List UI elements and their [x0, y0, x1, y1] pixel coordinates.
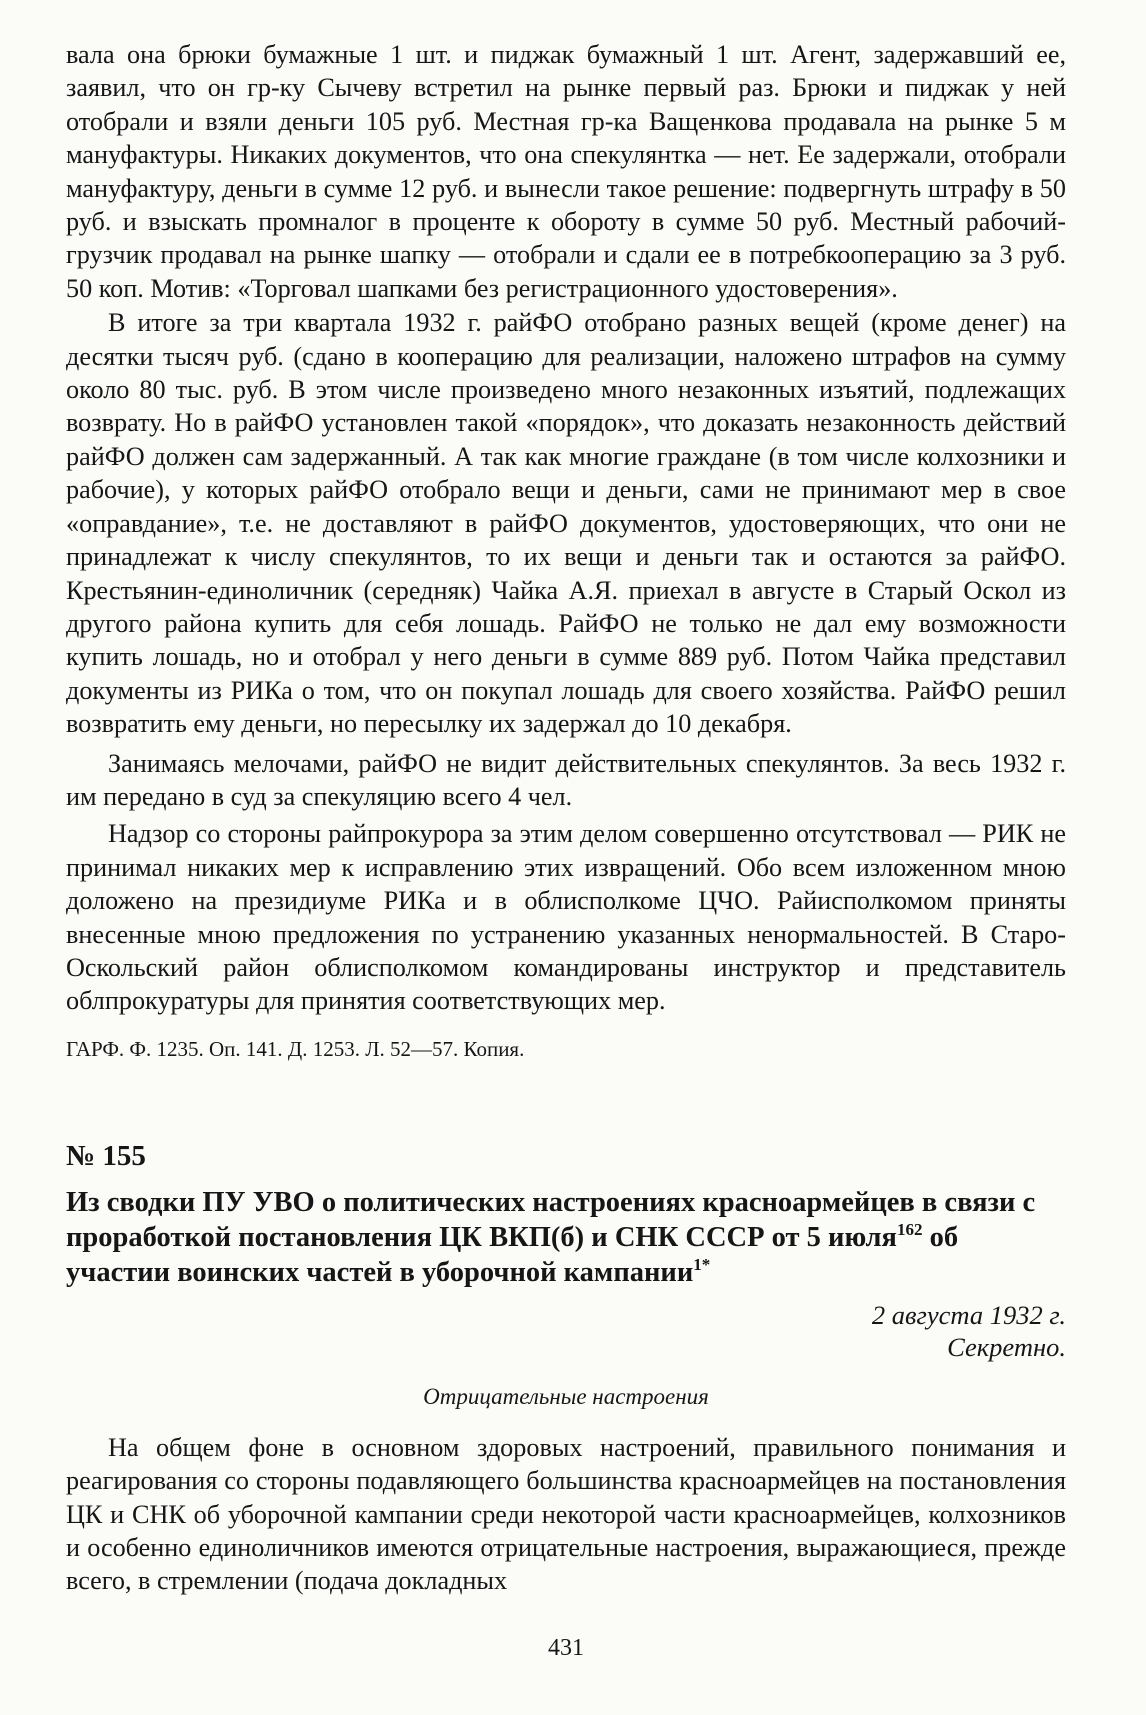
section-heading: Отрицательные настроения — [423, 1383, 709, 1409]
endnote-reference: 162 — [896, 1219, 923, 1239]
document-number: № 155 — [66, 1139, 146, 1172]
document-page — [66, 38, 1066, 1678]
body-paragraph-4: Надзор со стороны райпрокурора за этим делом совершенно отсутствовал — РИК не принимал никаких мер к исправлению этих извращений. Обо всем изложенном мною доложено на президиуме РИКа и в облисполкоме ЦЧО. Райисполкомом приняты внесенные мною предложения по устранению указанных ненормальностей. В Старо-Оскольский район облисполкомом командированы инструктор и представитель облпрокуратуры для принятия соответствующих мер. — [66, 819, 1066, 1016]
document-paragraph-1: На общем фоне в основном здоровых настроений, правильного понимания и реагирования со стороны подавляющего большинства красноармейцев на постановления ЦК и СНК об уборочной кампании среди некоторой части красноармейцев, колхозников и особенно единоличников имеются отрицательные настроения, выражающиеся, прежде всего, в стремлении (подача докладных — [66, 1432, 1066, 1596]
footnote-reference: 1* — [693, 1254, 711, 1274]
page-number: 431 — [548, 1635, 584, 1661]
document-title-part-2: об участии воинских частей в уборочной кампании — [66, 1221, 959, 1288]
body-paragraph-2: В итоге за три квартала 1932 г. райФО отобрано разных вещей (кроме денег) на десятки тысяч руб. (сдано в кооперацию для реализации, наложено штрафов на сумму около 80 тыс. руб. В этом числе произведено много незаконных изъятий, подлежащих возврату. Но в райФО установлен такой «порядок», что доказать незаконность действий райФО должен сам задержанный. А так как многие граждане (в том числе колхозники и рабочие), у которых райФО отобрало вещи и деньги, сами не принимают мер в свое «оправдание», т.е. не доставляют в райФО документов, удостоверяющих, что они не принадлежат к числу спекулянтов, то их вещи и деньги так и остаются за райФО. Крестьянин-единоличник (середняк) Чайка А.Я. приехал в августе в Старый Оскол из другого района купить для себя лошадь. РайФО не только не дал ему возможности купить лошадь, но и отобрал у него деньги в сумме 889 руб. Потом Чайка представил документы из РИКа о том, что он покупал лошадь для своего хозяйства. РайФО решил возвратить ему деньги, но пересылку их задержал до 10 декабря. — [66, 308, 1066, 739]
classification-mark: Секретно. — [947, 1331, 1066, 1362]
document-date: 2 августа 1932 г. — [871, 1299, 1066, 1330]
document-title-part-1: Из сводки ПУ УВО о политических настроениях красноармейцев в связи с проработкой постановления ЦК ВКП(б) и СНК СССР от 5 июля — [66, 1186, 1036, 1253]
document-title — [66, 1185, 1066, 1290]
archival-source-note: ГАРФ. Ф. 1235. Оп. 141. Д. 1253. Л. 52—57. Копия. — [66, 1036, 525, 1061]
body-paragraph-1: вала она брюки бумажные 1 шт. и пиджак бумажный 1 шт. Агент, задержавший ее, заявил, что он гр-ку Сычеву встретил на рынке первый раз. Брюки и пиджак у ней отобрали и взяли деньги 105 руб. Местная гр-ка Ващенкова продавала на рынке 5 м мануфактуры. Никаких документов, что она спекулянтка — нет. Ее задержали, отобрали мануфактуру, деньги в сумме 12 руб. и вынесли такое решение: подвергнуть штрафу в 50 руб. и взыскать промналог в проценте к обороту в сумме 50 руб. Местный рабочий-грузчик продавал на рынке шапку — отобрали и сдали ее в потребкооперацию за 3 руб. 50 коп. Мотив: «Торговал шапками без регистрационного удостоверения». — [66, 40, 1066, 303]
body-paragraph-3: Занимаясь мелочами, райФО не видит действительных спекулянтов. За весь 1932 г. им передано в суд за спекуляцию всего 4 чел. — [66, 748, 1066, 811]
